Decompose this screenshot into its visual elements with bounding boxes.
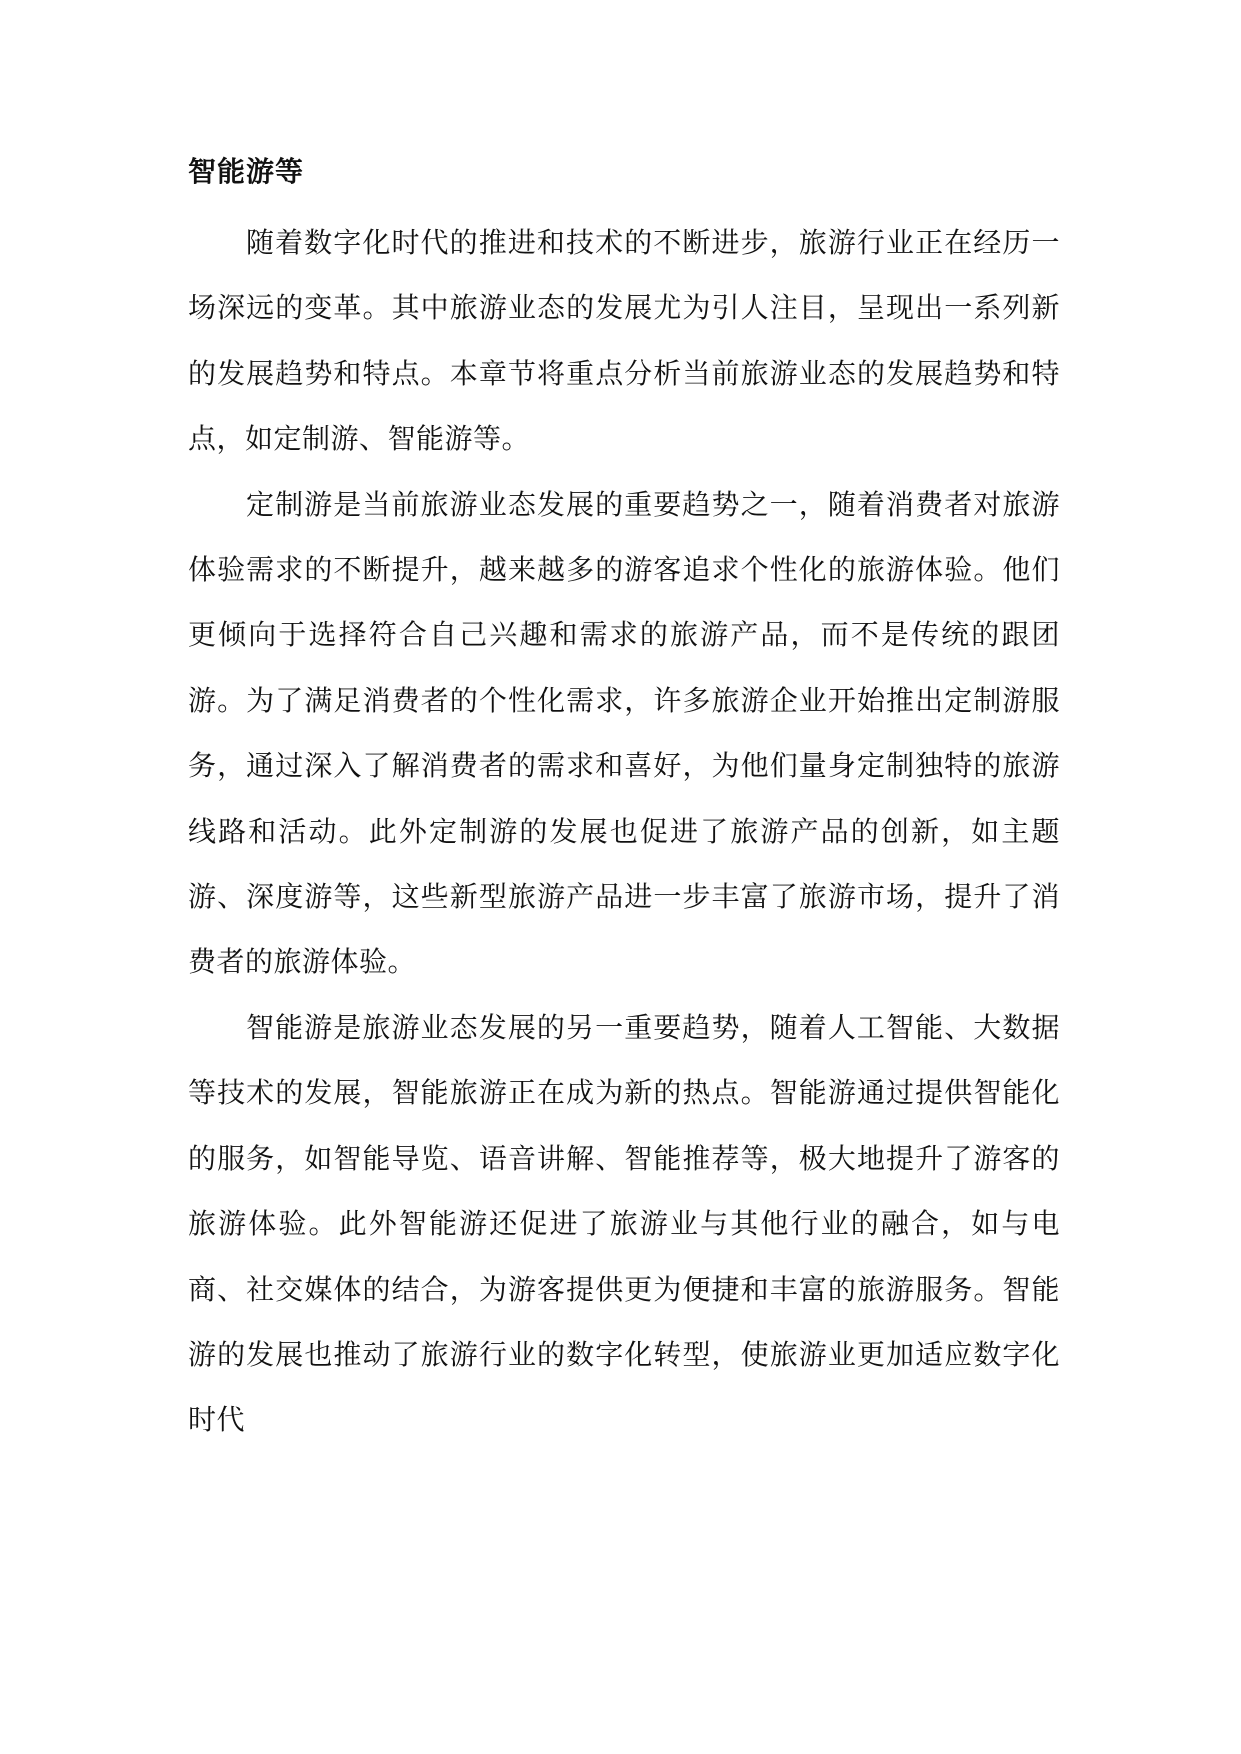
paragraph-custom-tour: 定制游是当前旅游业态发展的重要趋势之一，随着消费者对旅游体验需求的不断提升，越来越多的游客追求个性化的旅游体验。他们更倾向于选择符合自己兴趣和需求的旅游产品，而不是传统的跟团游。为了满足消费者的个性化需求，许多旅游企业开始推出定制游服务，通过深入了解消费者的需求和喜好，为他们量身定制独特的旅游线路和活动。此外定制游的发展也促进了旅游产品的创新，如主题游、深度游等，这些新型旅游产品进一步丰富了旅游市场，提升了消费者的旅游体验。 (188, 487, 1060, 979)
paragraph-smart-tour: 智能游是旅游业态发展的另一重要趋势，随着人工智能、大数据等技术的发展，智能旅游正在成为新的热点。智能游通过提供智能化的服务，如智能导览、语音讲解、智能推荐等，极大地提升了游客的旅游体验。此外智能游还促进了旅游业与其他行业的融合，如与电商、社交媒体的结合，为游客提供更为便捷和丰富的旅游服务。智能游的发展也推动了旅游行业的数字化转型，使旅游业更加适应数字化时代 (188, 1010, 1060, 1437)
document-body (188, 142, 1060, 1453)
paragraph-intro: 随着数字化时代的推进和技术的不断进步，旅游行业正在经历一场深远的变革。其中旅游业态的发展尤为引人注目，呈现出一系列新的发展趋势和特点。本章节将重点分析当前旅游业态的发展趋势和特点，如定制游、智能游等。 (188, 226, 1060, 456)
section-heading: 智能游等 (188, 155, 305, 188)
